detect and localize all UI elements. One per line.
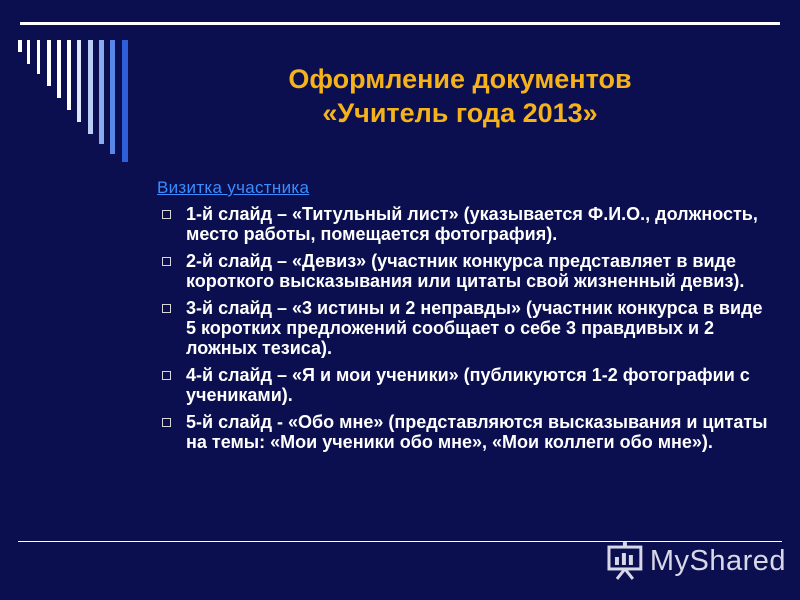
square-bullet-icon (162, 304, 171, 313)
watermark-text: MyShared (649, 544, 786, 577)
list-item (156, 251, 776, 291)
list-item (156, 204, 776, 244)
list-item-text: 2-й слайд – «Девиз» (участник конкурса представляет в виде короткого высказывания или цитаты свой жизненный девиз). (186, 251, 745, 291)
decorative-bars (18, 40, 138, 170)
watermark (606, 536, 786, 586)
top-divider (20, 22, 780, 25)
deco-bar (77, 40, 81, 122)
square-bullet-icon (162, 210, 171, 219)
deco-bar (67, 40, 71, 110)
deco-bar (99, 40, 104, 144)
list-item (156, 412, 776, 452)
deco-bar (37, 40, 40, 74)
deco-bar (110, 40, 115, 154)
deco-bar (122, 40, 128, 162)
deco-bar (88, 40, 93, 134)
deco-bar (18, 40, 22, 52)
deco-bar (47, 40, 51, 86)
section-link[interactable]: Визитка участника (157, 178, 310, 197)
slide-list (156, 204, 776, 459)
list-item-text: 5-й слайд - «Обо мне» (представляются высказывания и цитаты на темы: «Мои ученики обо мне», «Мои коллеги обо мне»). (186, 412, 768, 452)
title-line-2: «Учитель года 2013» (322, 98, 598, 128)
list-item-text: 3-й слайд – «3 истины и 2 неправды» (участник конкурса в виде 5 коротких предложений сообщает о себе 3 правдивых и 2 ложных тезиса). (186, 298, 763, 358)
square-bullet-icon (162, 371, 171, 380)
list-item (156, 298, 776, 358)
square-bullet-icon (162, 257, 171, 266)
square-bullet-icon (162, 418, 171, 427)
presentation-board-icon (606, 541, 644, 581)
list-item-text: 4-й слайд – «Я и мои ученики» (публикуются 1-2 фотографии с учениками). (186, 365, 750, 405)
slide-title (230, 62, 690, 130)
deco-bar (57, 40, 61, 98)
deco-bar (27, 40, 30, 64)
list-item-text: 1-й слайд – «Титульный лист» (указывается Ф.И.О., должность, место работы, помещается фотография). (186, 204, 758, 244)
list-item (156, 365, 776, 405)
title-line-1: Оформление документов (288, 64, 632, 94)
